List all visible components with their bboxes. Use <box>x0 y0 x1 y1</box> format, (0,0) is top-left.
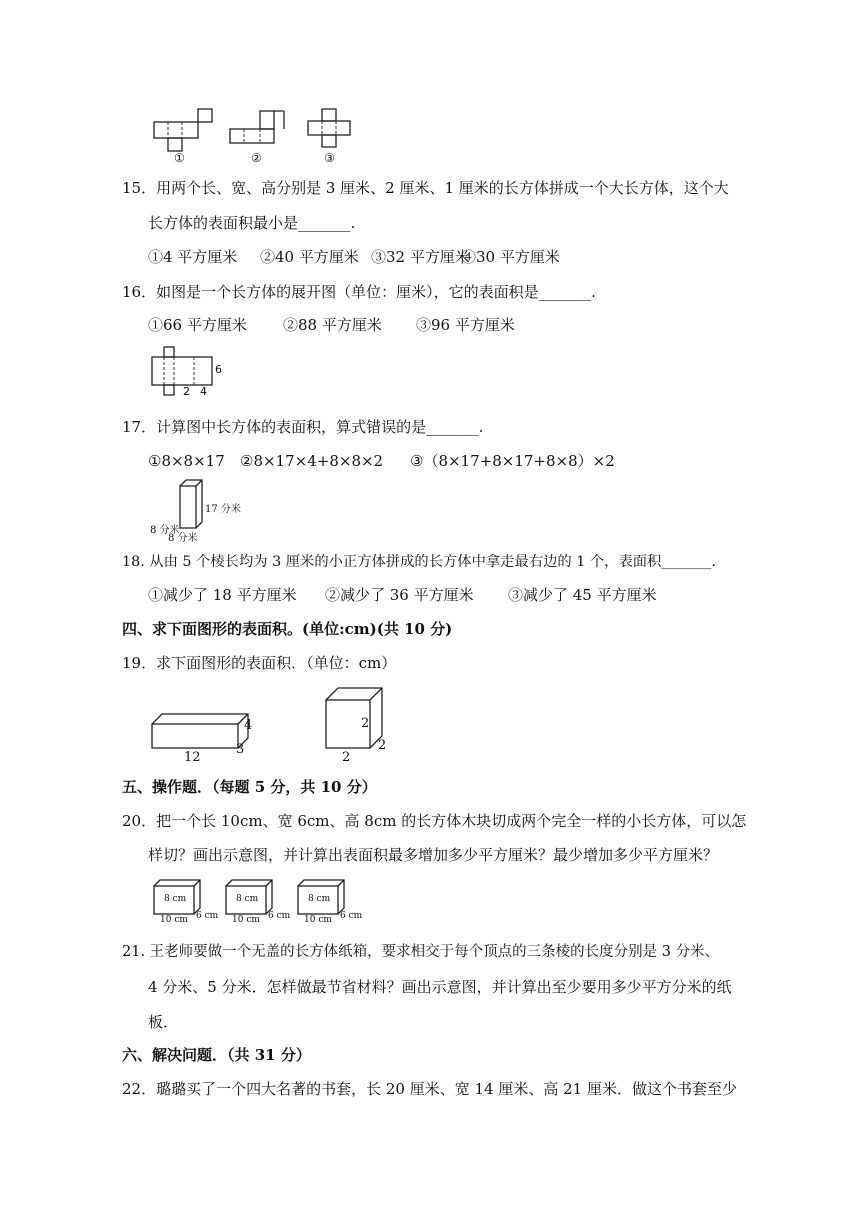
q20-b2-label-h: 8 cm <box>236 894 259 904</box>
q17-label-8dm-bottom: 8 分米 <box>168 533 198 544</box>
q19-box-label-3: 3 <box>236 742 245 757</box>
q16-line1: 16．如图是一个长方体的展开图（单位：厘米），它的表面积是_______. <box>122 283 596 301</box>
q21-line3: 板． <box>148 1013 179 1031</box>
net-label-2: ② <box>251 151 262 165</box>
q20-line1: 20．把一个长 10cm、宽 6cm、高 8cm 的长方体木块切成两个完全一样的小长方体，可以怎 <box>122 812 747 830</box>
q15-line2: 长方体的表面积最小是_______. <box>148 214 356 232</box>
q18-option-1: ①减少了 18 平方厘米 <box>148 586 297 604</box>
q17-option-2: ②8×17×4+8×8×2 <box>240 452 384 470</box>
q15-option-2: ②40 平方厘米 <box>260 248 359 266</box>
q16-option-2: ②88 平方厘米 <box>283 316 382 334</box>
q15-option-1: ①4 平方厘米 <box>148 248 238 266</box>
q15-option-4: ④30 平方厘米 <box>461 248 560 266</box>
q20-b3-label-w: 6 cm <box>340 911 363 921</box>
q17-prism-figure <box>150 478 250 544</box>
q17-label-8dm-left: 8 分米 <box>150 525 180 536</box>
q17-label-17dm: 17 分米 <box>205 504 241 515</box>
q16-option-1: ①66 平方厘米 <box>148 316 247 334</box>
net-label-3: ③ <box>324 151 335 165</box>
q20-b1-label-h: 8 cm <box>164 894 187 904</box>
q19-figures <box>150 680 390 770</box>
q19-box-label-4: 4 <box>244 718 253 733</box>
q21-line1: 21. 王老师要做一个无盖的长方体纸箱，要求相交于每个顶点的三条棱的长度分别是 3 分米、 <box>122 944 720 960</box>
q20-b2-label-w: 6 cm <box>268 911 291 921</box>
q16-option-3: ③96 平方厘米 <box>416 316 515 334</box>
q16-label-6: 6 <box>215 363 222 376</box>
q20-b1-label-l: 10 cm <box>160 915 188 925</box>
q20-b3-label-l: 10 cm <box>304 915 332 925</box>
section5-title: 五、操作题．（每题 5 分，共 10 分） <box>122 778 377 796</box>
q20-line2: 样切？画出示意图，并计算出表面积最多增加多少平方厘米？最少增加多少平方厘米？ <box>148 846 719 864</box>
net-label-1: ① <box>174 151 185 165</box>
q21-line2: 4 分米、5 分米．怎样做最节省材料？画出示意图，并计算出至少要用多少平方分米的纸 <box>148 978 732 996</box>
q16-label-4: 4 <box>200 385 207 398</box>
q20-boxes-figure <box>150 876 370 926</box>
q19-box-label-12: 12 <box>184 750 201 765</box>
q15-option-3: ③32 平方厘米 <box>371 248 470 266</box>
nets-figure <box>150 105 360 165</box>
section6-title: 六、解决问题．（共 31 分） <box>122 1046 311 1064</box>
q20-b1-label-w: 6 cm <box>196 911 219 921</box>
q17-option-1: ①8×8×17 <box>148 452 225 470</box>
q22-line1: 22．璐璐买了一个四大名著的书套，长 20 厘米、宽 14 厘米、高 21 厘米．做这个书套至少 <box>122 1080 737 1098</box>
q15-line1: 15．用两个长、宽、高分别是 3 厘米、2 厘米、1 厘米的长方体拼成一个大长方体，这个大 <box>122 179 729 197</box>
q17-line1: 17．计算图中长方体的表面积，算式错误的是_______. <box>122 418 484 436</box>
q16-net-figure <box>150 345 230 400</box>
q20-b3-label-h: 8 cm <box>308 894 331 904</box>
q20-b2-label-l: 10 cm <box>232 915 260 925</box>
q18-line1: 18. 从由 5 个棱长均为 3 厘米的小正方体拼成的长方体中拿走最右边的 1 个，表面积_______. <box>122 554 716 570</box>
q18-option-3: ③减少了 45 平方厘米 <box>508 586 657 604</box>
q19-cube-label-height: 2 <box>361 716 370 731</box>
section4-title: 四、求下面图形的表面积。(单位:cm)(共 10 分) <box>122 620 453 638</box>
q19-cube-label-width: 2 <box>342 750 351 765</box>
q19-cube-label-depth: 2 <box>378 738 387 753</box>
q19-line1: 19．求下面图形的表面积．（单位：cm） <box>122 654 397 672</box>
q17-option-3: ③（8×17+8×17+8×8）×2 <box>410 452 615 470</box>
q18-option-2: ②减少了 36 平方厘米 <box>325 586 474 604</box>
q16-label-2: 2 <box>183 385 190 398</box>
